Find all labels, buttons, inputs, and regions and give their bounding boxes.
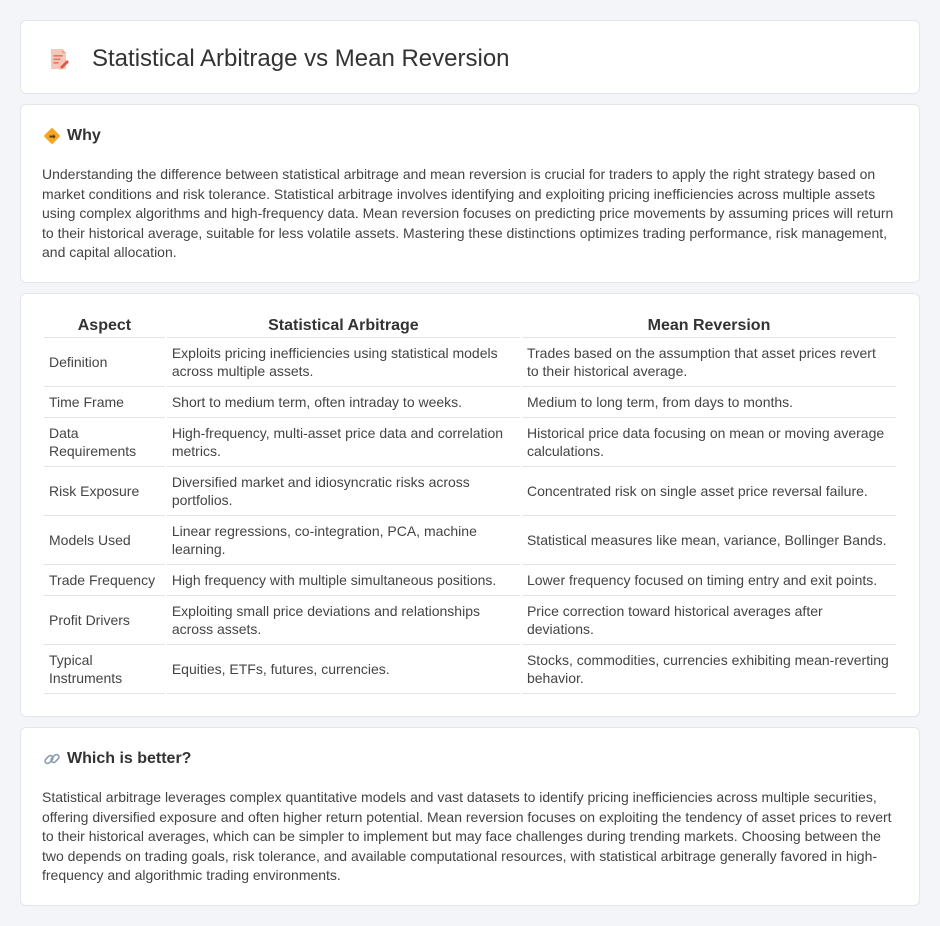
aspect-cell: Definition	[44, 338, 165, 387]
mean-rev-cell: Price correction toward historical averages after deviations.	[522, 596, 896, 645]
why-section	[20, 104, 920, 283]
stat-arb-cell: Exploits pricing inefficiencies using statistical models across multiple assets.	[167, 338, 520, 387]
comparison-table	[42, 316, 898, 694]
stat-arb-cell: High frequency with multiple simultaneous positions.	[167, 565, 520, 596]
why-heading	[43, 127, 101, 145]
stat-arb-cell: High-frequency, multi-asset price data and correlation metrics.	[167, 418, 520, 467]
mean-rev-cell: Trades based on the assumption that asset prices revert to their historical average.	[522, 338, 896, 387]
header-statistical-arbitrage: Statistical Arbitrage	[167, 316, 520, 338]
why-body: Understanding the difference between statistical arbitrage and mean reversion is crucial for traders to apply the right strategy based on market conditions and risk tolerance. Statistical arbitrage involves identifying and exploiting pricing inefficiencies across multiple assets using complex algorithms and high-frequency data. Mean reversion focuses on predicting price movements by assuming prices will return to their historical average, suitable for less volatile assets. Mastering these distinctions optimizes trading performance, risk management, and capital allocation.	[42, 166, 894, 261]
header-mean-reversion: Mean Reversion	[522, 316, 896, 338]
aspect-cell: Risk Exposure	[44, 467, 165, 516]
mean-rev-cell: Concentrated risk on single asset price reversal failure.	[522, 467, 896, 516]
title-row	[47, 45, 510, 73]
which-is-better-section	[20, 727, 920, 906]
table-row	[44, 565, 896, 596]
mean-rev-cell: Stocks, commodities, currencies exhibiting mean-reverting behavior.	[522, 645, 896, 694]
better-body: Statistical arbitrage leverages complex quantitative models and vast datasets to identify pricing inefficiencies across multiple securities, offering diversified exposure and often higher return potential. Mean reversion focuses on exploiting the tendency of asset prices to revert to their historical averages, which can be simpler to implement but may face challenges during trending markets. Choosing between the two depends on trading goals, risk tolerance, and available computational resources, with statistical arbitrage generally favored in high-frequency and algorithmic trading environments.	[42, 789, 892, 884]
better-title: Which is better?	[67, 750, 192, 767]
aspect-cell: Trade Frequency	[44, 565, 165, 596]
mean-rev-cell: Statistical measures like mean, variance, Bollinger Bands.	[522, 516, 896, 565]
better-heading	[43, 750, 191, 768]
aspect-cell: Data Requirements	[44, 418, 165, 467]
aspect-cell: Time Frame	[44, 387, 165, 418]
link-icon	[43, 750, 61, 768]
why-title: Why	[67, 127, 101, 144]
document-pencil-icon	[47, 47, 71, 71]
stat-arb-cell: Linear regressions, co-integration, PCA, machine learning.	[167, 516, 520, 565]
aspect-cell: Models Used	[44, 516, 165, 565]
page-title: Statistical Arbitrage vs Mean Reversion	[92, 45, 510, 72]
stat-arb-cell: Short to medium term, often intraday to weeks.	[167, 387, 520, 418]
table-header-row	[44, 316, 896, 338]
stat-arb-cell: Diversified market and idiosyncratic risks across portfolios.	[167, 467, 520, 516]
table-row	[44, 387, 896, 418]
mean-rev-cell: Lower frequency focused on timing entry and exit points.	[522, 565, 896, 596]
table-row	[44, 645, 896, 694]
aspect-cell: Profit Drivers	[44, 596, 165, 645]
stat-arb-cell: Equities, ETFs, futures, currencies.	[167, 645, 520, 694]
aspect-cell: Typical Instruments	[44, 645, 165, 694]
header-aspect: Aspect	[44, 316, 165, 338]
mean-rev-cell: Medium to long term, from days to months.	[522, 387, 896, 418]
table-row	[44, 596, 896, 645]
stat-arb-cell: Exploiting small price deviations and relationships across assets.	[167, 596, 520, 645]
comparison-section	[20, 293, 920, 717]
title-card	[20, 20, 920, 94]
diamond-signpost-icon	[43, 127, 61, 145]
table-row	[44, 516, 896, 565]
table-row	[44, 338, 896, 387]
table-row	[44, 467, 896, 516]
table-row	[44, 418, 896, 467]
mean-rev-cell: Historical price data focusing on mean or moving average calculations.	[522, 418, 896, 467]
